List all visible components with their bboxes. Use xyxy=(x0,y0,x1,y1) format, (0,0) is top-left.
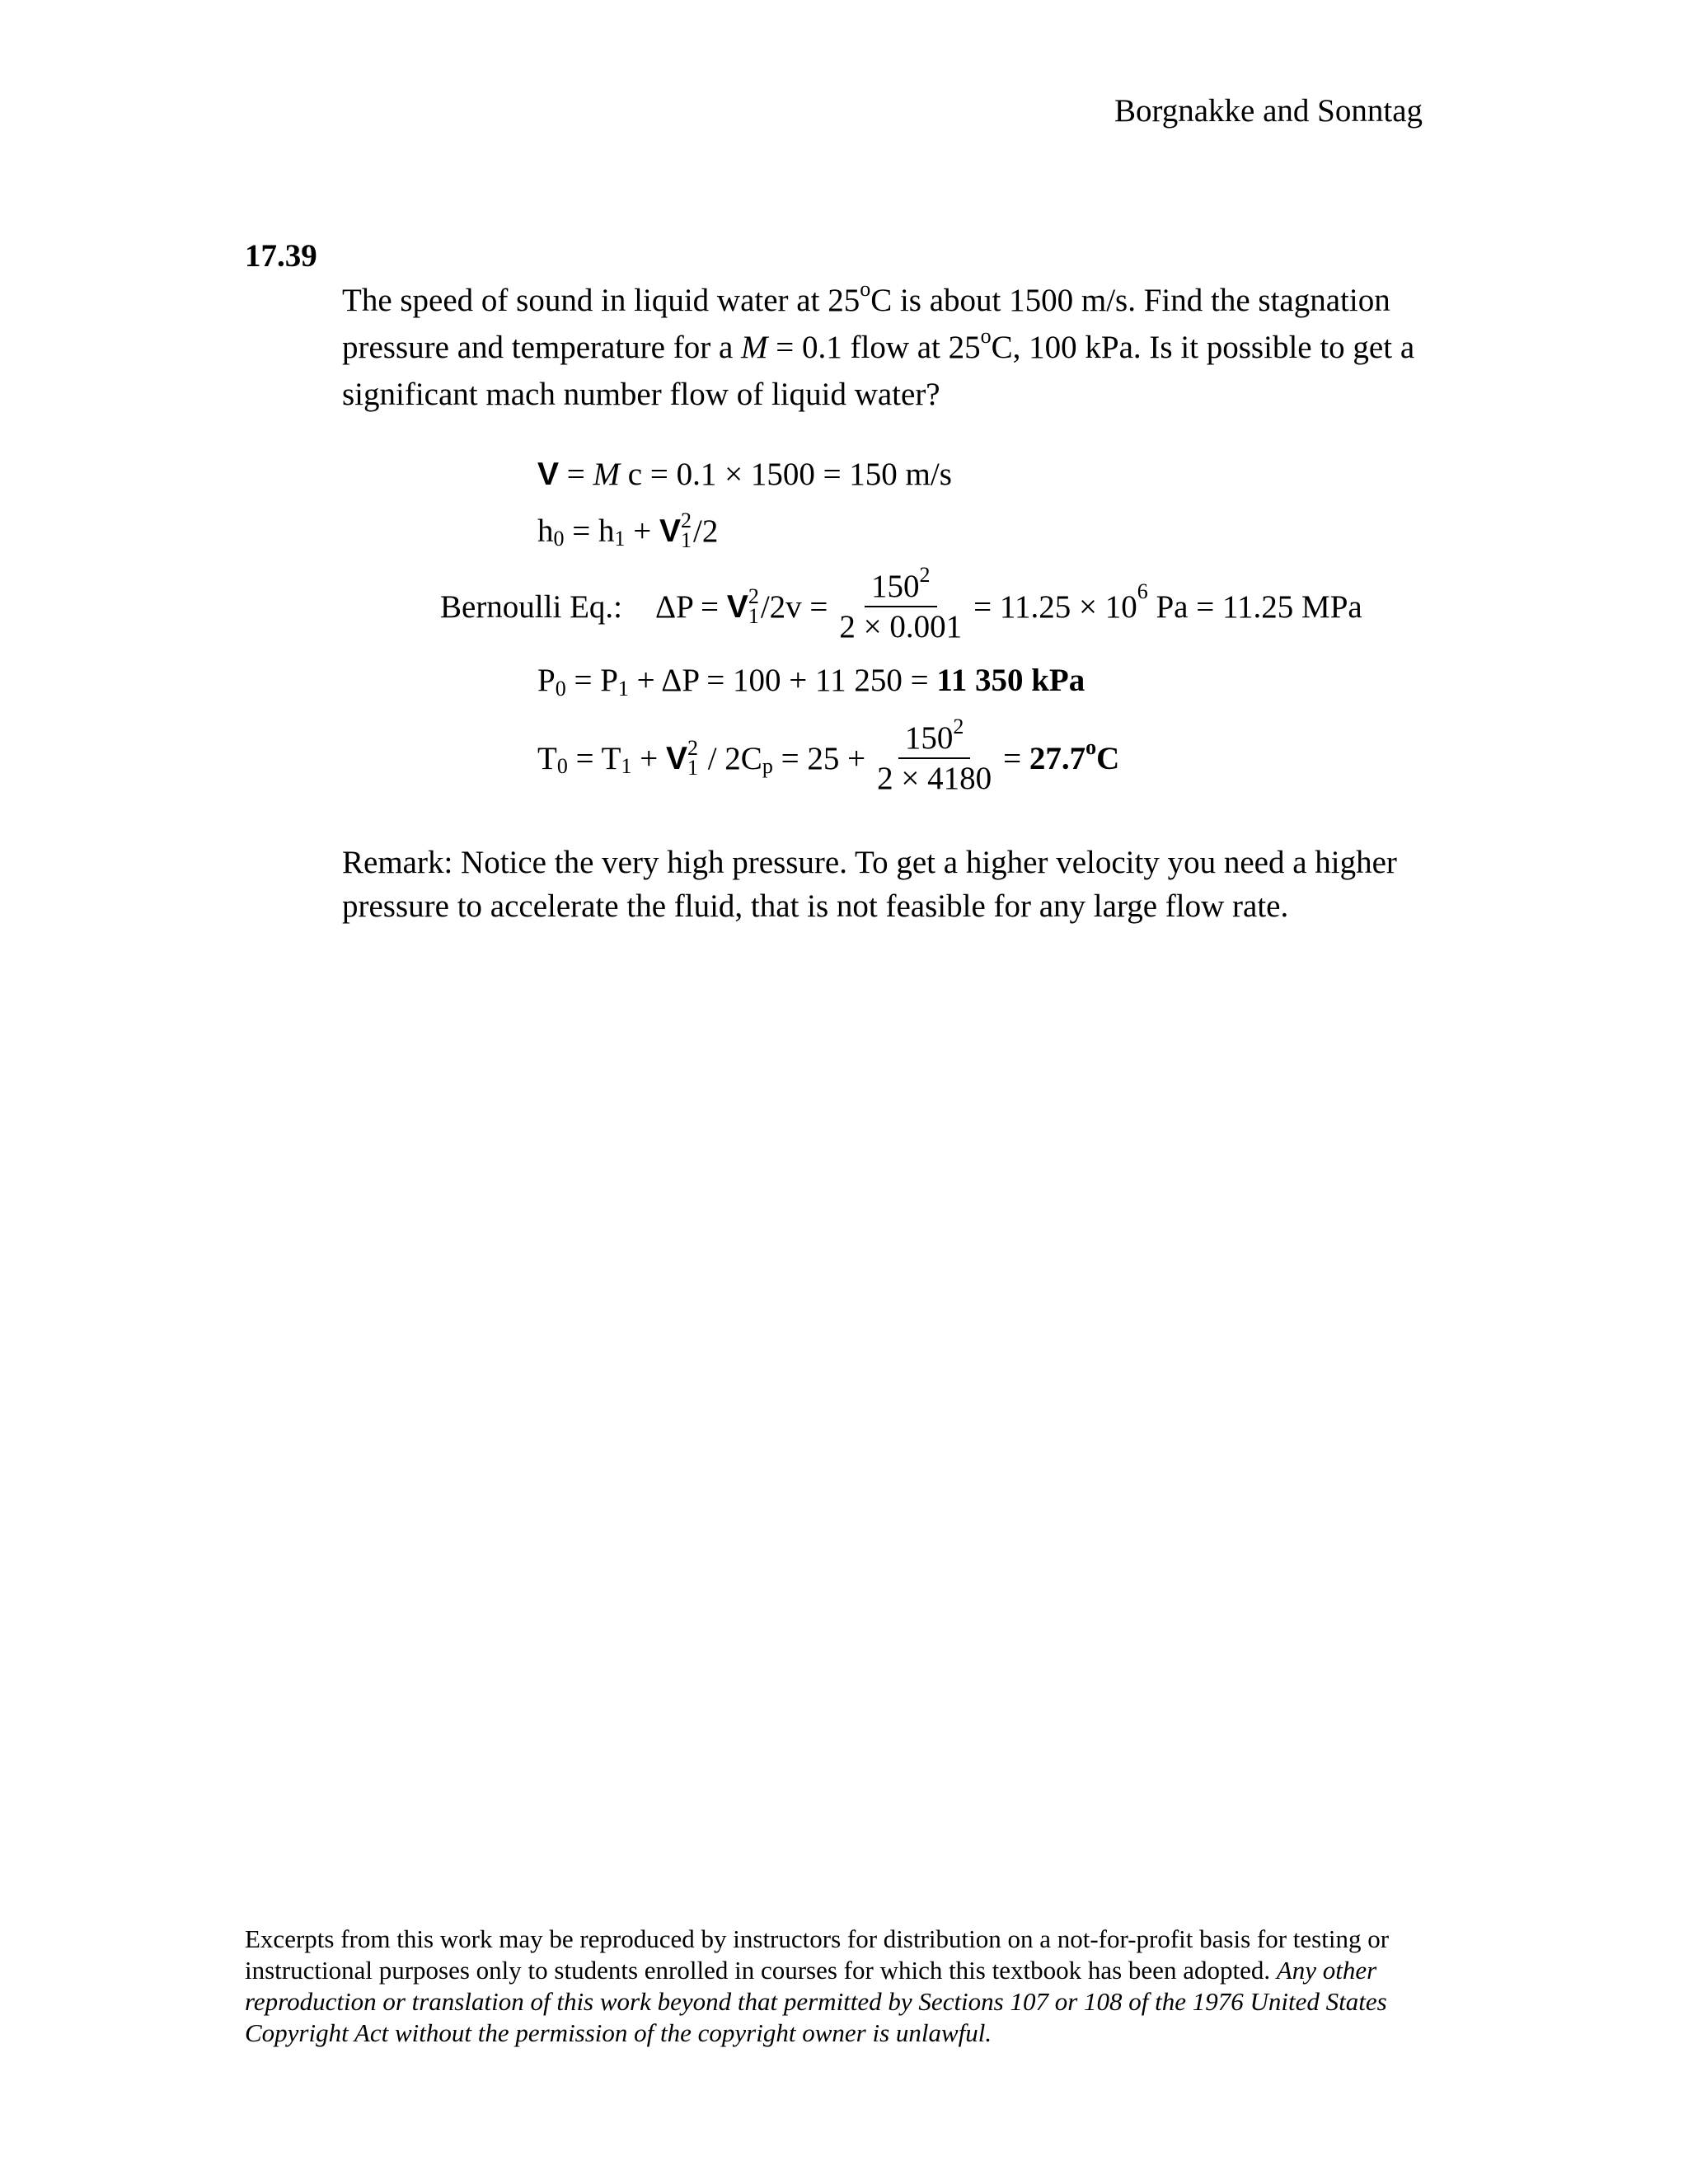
degree-superscript: o xyxy=(860,277,871,301)
footer-italic-text: Any other reproduction or translation of this work beyond that permitted by Sections 107 or 108 of the 1976 United States Copyright Act without the permission of the copyright owner is unlawful. xyxy=(245,1956,1387,2047)
problem-statement xyxy=(342,279,1447,416)
question-text: C is about 1500 m/s. Find the stagnation pressure and temperature for a xyxy=(342,283,1390,365)
problem-number: 17.39 xyxy=(245,238,317,274)
velocity-symbol: V xyxy=(726,588,748,625)
question-text: C, 100 kPa. Is it possible to get a significant mach number flow of liquid water? xyxy=(342,330,1415,412)
temperature-result: 27.7$^o$C xyxy=(1029,734,1120,776)
bernoulli-label: Bernoulli Eq.: xyxy=(440,588,622,625)
pressure-result: 11 350 kPa xyxy=(936,663,1085,698)
degree-superscript: o xyxy=(980,324,992,348)
mach-symbol: M xyxy=(741,330,768,365)
remark-paragraph: Remark: Notice the very high pressure. To get a higher velocity you need a higher pressure to accelerate the fluid, that is not feasible for any large flow rate. xyxy=(342,845,1397,924)
equation-bernoulli: Bernoulli Eq.: ΔP = V 2 1 /2v = $\frac{150^2}{2 \times 0.001}$ = 11.25 × 10 6 Pa = 11.25 MPa xyxy=(440,563,1362,644)
question-text: The speed of sound in liquid water at 25 xyxy=(342,283,860,318)
equation-stagnation-temperature: T 0 = T 1 + V 2 1 / 2C p = 25 + $\frac{150^2}{2 \times 4180}$ = 27.7$^o$C xyxy=(537,715,1120,796)
velocity-symbol: V xyxy=(665,740,687,776)
fraction: $\frac{150^2}{2 \times 4180}$ xyxy=(877,715,992,796)
equation-stagnation-pressure: P 0 = P 1 + ΔP = 100 + 11 250 = 11 350 kPa xyxy=(537,663,1085,701)
mach-symbol: M xyxy=(593,457,621,492)
footer-text: Excerpts from this work may be reproduced by instructors for distribution on a not-for-profit basis for testing or instructional purposes only to students enrolled in courses for which this textbook has been adopted. xyxy=(245,1924,1390,1985)
copyright-footer xyxy=(245,1924,1448,2049)
velocity-symbol: V xyxy=(537,457,560,492)
question-text: = 0.1 flow at 25 xyxy=(767,330,981,365)
fraction: $\frac{150^2}{2 \times 0.001}$ xyxy=(839,563,963,644)
equation-enthalpy: h 0 = h 1 + V 2 1 /2 xyxy=(537,509,719,552)
equation-velocity: V = M c = 0.1 × 1500 = 150 m/s xyxy=(537,457,952,492)
velocity-symbol: V xyxy=(659,513,682,549)
page-header-authors: Borgnakke and Sonntag xyxy=(1114,93,1423,129)
